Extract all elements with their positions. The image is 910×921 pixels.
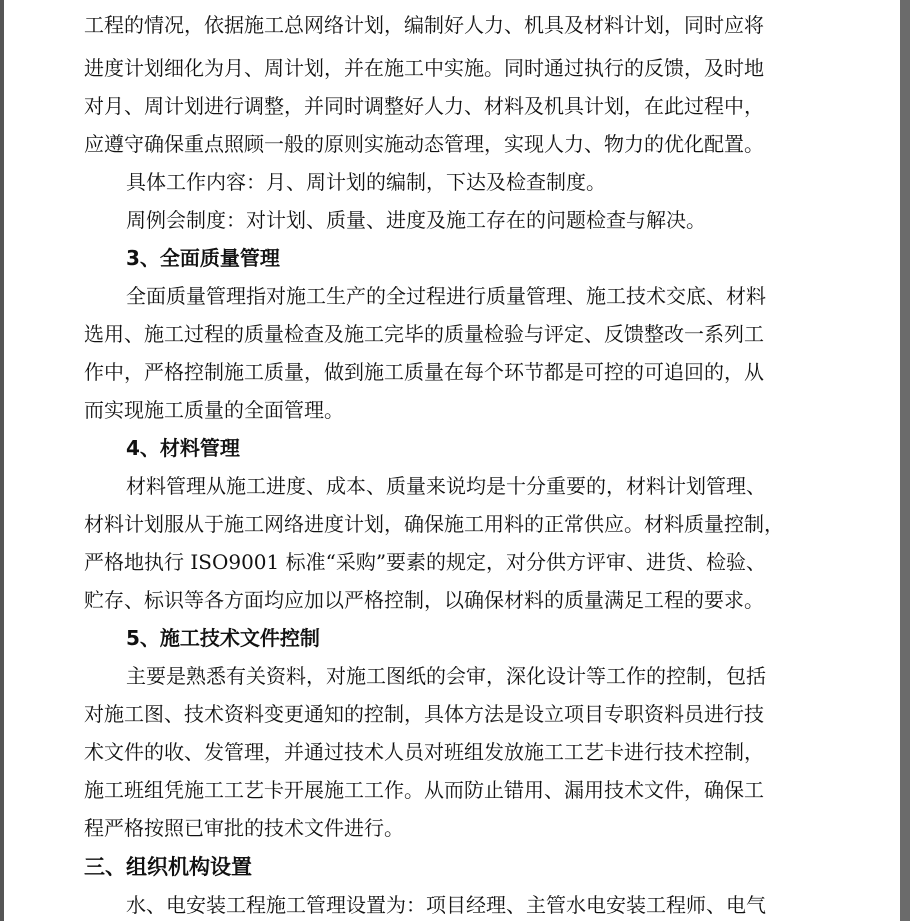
body-text-line: 水、电安装工程施工管理设置为：项目经理、主管水电安装工程师、电气 bbox=[126, 893, 766, 917]
left-border bbox=[0, 0, 4, 921]
body-text-line: 材料管理从施工进度、成本、质量来说均是十分重要的，材料计划管理、 bbox=[126, 474, 766, 498]
body-text-line: 材料计划服从于施工网络进度计划，确保施工用料的正常供应。材料质量控制， bbox=[84, 512, 784, 536]
body-text-line: 主要是熟悉有关资料，对施工图纸的会审，深化设计等工作的控制，包括 bbox=[126, 664, 766, 688]
body-text-line: 全面质量管理指对施工生产的全过程进行质量管理、施工技术交底、材料 bbox=[126, 284, 766, 308]
body-text-line: 对施工图、技术资料变更通知的控制，具体方法是设立项目专职资料员进行技 bbox=[84, 702, 764, 726]
body-text-line: 周例会制度：对计划、质量、进度及施工存在的问题检查与解决。 bbox=[126, 208, 706, 232]
subsection-heading: 3、全面质量管理 bbox=[126, 246, 280, 270]
right-scrollbar[interactable] bbox=[900, 0, 910, 921]
body-text-line: 应遵守确保重点照顾一般的原则实施动态管理，实现人力、物力的优化配置。 bbox=[84, 132, 764, 156]
body-text-line: 选用、施工过程的质量检查及施工完毕的质量检验与评定、反馈整改一系列工 bbox=[84, 322, 764, 346]
body-text-line: 程严格按照已审批的技术文件进行。 bbox=[84, 816, 404, 840]
body-text-line: 贮存、标识等各方面均应加以严格控制，以确保材料的质量满足工程的要求。 bbox=[84, 588, 764, 612]
body-text-line: 施工班组凭施工工艺卡开展施工工作。从而防止错用、漏用技术文件，确保工 bbox=[84, 778, 764, 802]
body-text-line: 严格地执行 ISO9001 标准“采购”要素的规定，对分供方评审、进货、检验、 bbox=[84, 550, 767, 574]
body-text-line: 具体工作内容：月、周计划的编制，下达及检查制度。 bbox=[126, 170, 606, 194]
subsection-heading: 5、施工技术文件控制 bbox=[126, 626, 320, 650]
body-text-line: 工程的情况，依据施工总网络计划，编制好人力、机具及材料计划，同时应将 bbox=[84, 13, 764, 37]
body-text-line: 术文件的收、发管理，并通过技术人员对班组发放施工工艺卡进行技术控制， bbox=[84, 740, 764, 764]
section-heading: 三、组织机构设置 bbox=[84, 855, 252, 879]
body-text-line: 作中，严格控制施工质量，做到施工质量在每个环节都是可控的可追回的，从 bbox=[84, 360, 764, 384]
body-text-line: 进度计划细化为月、周计划，并在施工中实施。同时通过执行的反馈，及时地 bbox=[84, 56, 764, 80]
subsection-heading: 4、材料管理 bbox=[126, 436, 240, 460]
body-text-line: 对月、周计划进行调整，并同时调整好人力、材料及机具计划，在此过程中， bbox=[84, 94, 764, 118]
body-text-line: 而实现施工质量的全面管理。 bbox=[84, 398, 344, 422]
